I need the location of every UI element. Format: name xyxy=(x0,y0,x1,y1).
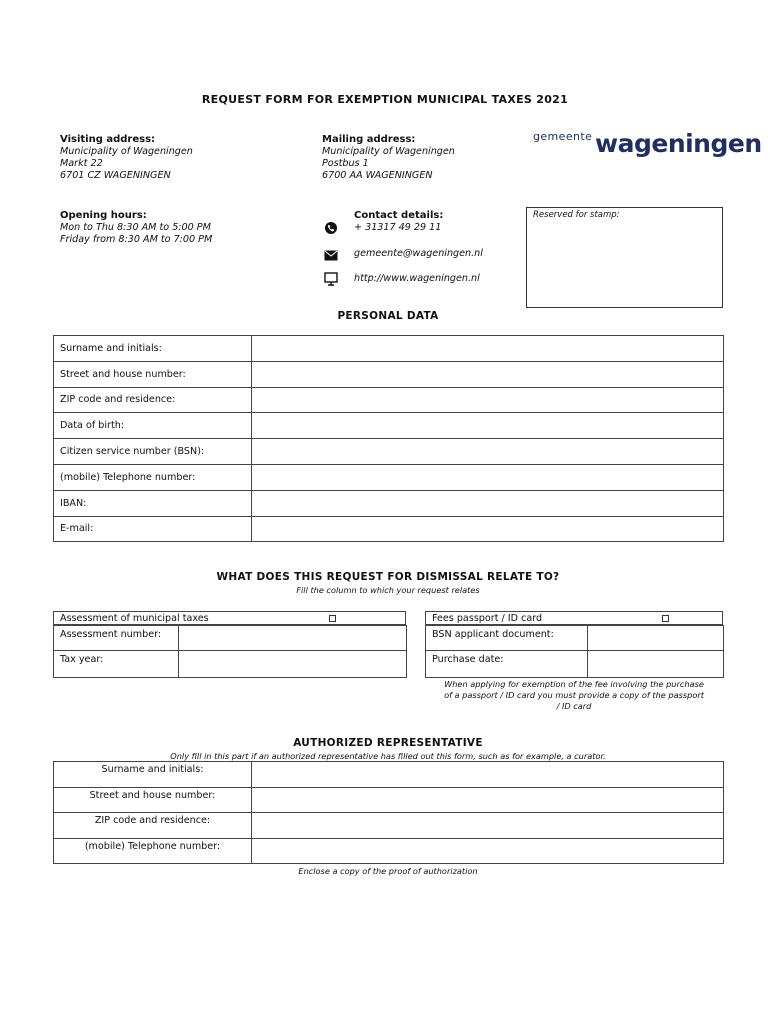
field-input[interactable] xyxy=(252,387,724,413)
field-label: ZIP code and residence: xyxy=(54,387,252,413)
passport-note-line: When applying for exemption of the fee involving the purchase xyxy=(444,679,704,689)
wageningen-logo xyxy=(533,125,762,165)
opening-hours-line: Mon to Thu 8:30 AM to 5:00 PM xyxy=(60,222,211,233)
table-row xyxy=(54,651,407,678)
passport-table xyxy=(425,625,724,678)
envelope-icon xyxy=(324,248,338,262)
monitor-icon xyxy=(324,272,338,286)
assessment-taxes-checkbox[interactable] xyxy=(329,615,336,622)
logo-small-text: gemeente xyxy=(533,130,593,143)
table-row xyxy=(426,626,724,651)
bsn-applicant-field[interactable] xyxy=(588,626,724,651)
mailing-address-block xyxy=(322,134,455,182)
table-row xyxy=(54,439,724,465)
contact-heading xyxy=(354,210,443,222)
contact-web[interactable] xyxy=(354,273,480,285)
visiting-address-line: Markt 22 xyxy=(60,158,103,169)
field-input[interactable] xyxy=(252,787,724,813)
tax-year-field[interactable] xyxy=(179,651,407,678)
mailing-address-line: Municipality of Wageningen xyxy=(322,146,455,157)
purchase-date-label: Purchase date: xyxy=(426,651,588,678)
table-row xyxy=(54,464,724,490)
field-label: Citizen service number (BSN): xyxy=(54,439,252,465)
contact-heading-text: Contact details: xyxy=(354,210,444,221)
field-input[interactable] xyxy=(252,762,724,788)
field-input[interactable] xyxy=(252,361,724,387)
mailing-address-line: 6700 AA WAGENINGEN xyxy=(322,170,433,181)
field-label: (mobile) Telephone number: xyxy=(54,464,252,490)
authorized-heading: AUTHORIZED REPRESENTATIVE xyxy=(293,737,483,749)
form-title: REQUEST FORM FOR EXEMPTION MUNICIPAL TAXES 2021 xyxy=(201,93,569,106)
fees-passport-checkbox[interactable] xyxy=(662,615,669,622)
authorized-note: Only fill in this part if an authorized representative has filled out this form, such as for example, a curator. xyxy=(170,751,606,761)
field-label: E-mail: xyxy=(54,516,252,542)
contact-web-link[interactable]: http://www.wageningen.nl xyxy=(354,273,480,284)
field-input[interactable] xyxy=(252,516,724,542)
field-label: ZIP code and residence: xyxy=(54,813,252,839)
phone-icon xyxy=(324,221,338,235)
field-input[interactable] xyxy=(252,838,724,864)
visiting-address-block xyxy=(60,134,193,182)
field-input[interactable] xyxy=(252,464,724,490)
stamp-box xyxy=(526,207,723,308)
mailing-address-line: Postbus 1 xyxy=(322,158,369,169)
table-row xyxy=(54,787,724,813)
visiting-address-heading: Visiting address: xyxy=(60,134,156,145)
contact-email-link[interactable]: gemeente@wageningen.nl xyxy=(354,248,483,259)
assessment-number-label: Assessment number: xyxy=(54,626,179,651)
field-input[interactable] xyxy=(252,813,724,839)
opening-hours-line: Friday from 8:30 AM to 7:00 PM xyxy=(60,234,213,245)
mailing-address-heading: Mailing address: xyxy=(322,134,416,145)
table-row xyxy=(54,838,724,864)
table-row xyxy=(54,387,724,413)
field-label: Street and house number: xyxy=(54,787,252,813)
table-row xyxy=(54,516,724,542)
assessment-table xyxy=(53,625,407,678)
table-row xyxy=(54,361,724,387)
field-label: Surname and initials: xyxy=(54,762,252,788)
assessment-taxes-header xyxy=(53,611,406,625)
logo-big-text: wageningen xyxy=(595,129,762,158)
personal-data-heading: PERSONAL DATA xyxy=(337,310,439,322)
personal-data-table xyxy=(53,335,724,542)
fees-passport-header xyxy=(425,611,723,625)
table-row xyxy=(54,813,724,839)
field-input[interactable] xyxy=(252,439,724,465)
authorized-table xyxy=(53,761,724,864)
field-label: Street and house number: xyxy=(54,361,252,387)
opening-hours-block xyxy=(60,210,212,246)
relates-note: Fill the column to which your request relates xyxy=(296,585,480,595)
table-row xyxy=(54,626,407,651)
table-row xyxy=(54,413,724,439)
opening-hours-heading: Opening hours: xyxy=(60,210,147,221)
assessment-taxes-label: Assessment of municipal taxes xyxy=(60,613,209,624)
authorized-footer: Enclose a copy of the proof of authorization xyxy=(298,866,478,876)
field-input[interactable] xyxy=(252,490,724,516)
purchase-date-field[interactable] xyxy=(588,651,724,678)
tax-year-label: Tax year: xyxy=(54,651,179,678)
passport-note-line: / ID card xyxy=(556,701,592,711)
table-row xyxy=(426,651,724,678)
field-label: Surname and initials: xyxy=(54,336,252,362)
relates-heading: WHAT DOES THIS REQUEST FOR DISMISSAL RELATE TO? xyxy=(216,571,560,583)
passport-note-line: of a passport / ID card you must provide a copy of the passport xyxy=(444,690,704,700)
field-label: IBAN: xyxy=(54,490,252,516)
field-input[interactable] xyxy=(252,336,724,362)
table-row xyxy=(54,490,724,516)
passport-note xyxy=(425,679,723,712)
contact-email[interactable] xyxy=(354,248,483,260)
table-row xyxy=(54,336,724,362)
stamp-label: Reserved for stamp: xyxy=(533,210,620,220)
visiting-address-line: Municipality of Wageningen xyxy=(60,146,193,157)
assessment-number-field[interactable] xyxy=(179,626,407,651)
fees-passport-label: Fees passport / ID card xyxy=(432,613,543,624)
bsn-applicant-label: BSN applicant document: xyxy=(426,626,588,651)
table-row xyxy=(54,762,724,788)
field-input[interactable] xyxy=(252,413,724,439)
contact-phone-text: + 31317 49 29 11 xyxy=(354,222,442,233)
field-label: (mobile) Telephone number: xyxy=(54,838,252,864)
field-label: Data of birth: xyxy=(54,413,252,439)
visiting-address-line: 6701 CZ WAGENINGEN xyxy=(60,170,171,181)
contact-phone xyxy=(354,222,441,234)
